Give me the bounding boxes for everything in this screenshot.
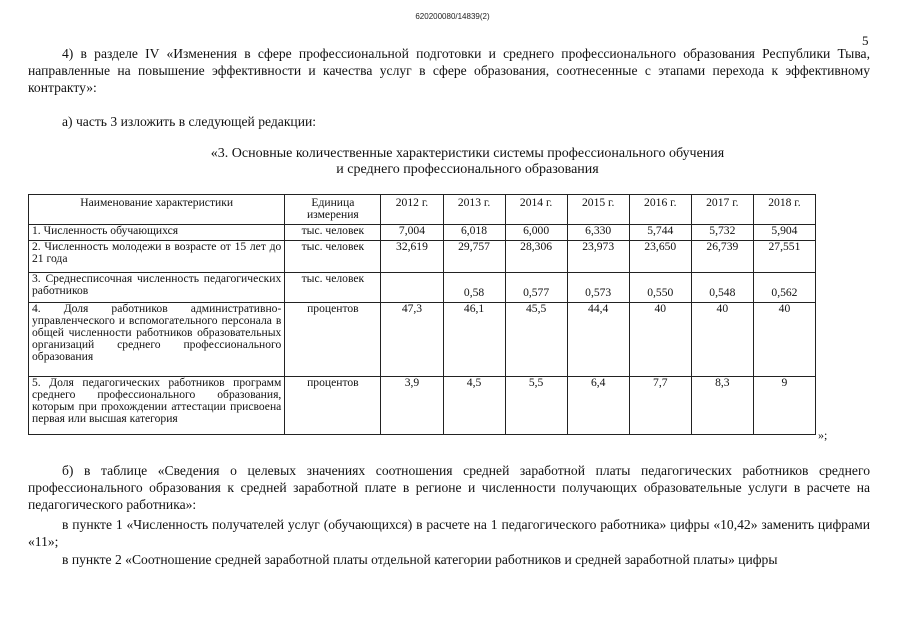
value-2017: 8,3 (691, 377, 753, 435)
value-2013: 0,58 (443, 273, 505, 303)
value-2018: 40 (753, 303, 815, 377)
row-unit: тыс. человек (285, 241, 381, 273)
row-unit: тыс. человек (285, 273, 381, 303)
header-2012: 2012 г. (381, 195, 443, 225)
value-2012: 7,004 (381, 225, 443, 241)
table-closing-mark: »; (818, 428, 828, 442)
value-2014: 5,5 (505, 377, 567, 435)
row-unit: тыс. человек (285, 225, 381, 241)
paragraph-point-2: в пункте 2 «Соотношение средней заработной платы отдельной категории работников и средней заработной платы» цифры (62, 552, 778, 567)
header-2018: 2018 г. (753, 195, 815, 225)
value-2014: 0,577 (505, 273, 567, 303)
value-2016: 40 (629, 303, 691, 377)
header-2016: 2016 г. (629, 195, 691, 225)
value-2013: 6,018 (443, 225, 505, 241)
header-2015: 2015 г. (567, 195, 629, 225)
table-title-line-2: и среднего профессионального образования (336, 162, 599, 177)
paragraph-section-iv: 4) в разделе IV «Изменения в сфере профессиональной подготовки и среднего профессионального образования Республики Тыва, направленные на повышение эффективности и качества услуг в сфере образования, соотнесенные с этапами перехода к эффективному контракту»: (28, 46, 870, 95)
row-name: 4. Доля работников административно-управленческого и вспомогательного персонала в общей численности работников образовательных организаций среднего профессионального образования (29, 303, 285, 377)
value-2012: 3,9 (381, 377, 443, 435)
value-2018: 0,562 (753, 273, 815, 303)
page-number: 5 (862, 33, 869, 48)
value-2012: 32,619 (381, 241, 443, 273)
value-2014: 28,306 (505, 241, 567, 273)
value-2015: 0,573 (567, 273, 629, 303)
value-2017: 40 (691, 303, 753, 377)
value-2015: 44,4 (567, 303, 629, 377)
value-2016: 7,7 (629, 377, 691, 435)
table-row (29, 241, 816, 273)
row-name: 3. Среднесписочная численность педагогических работников (29, 273, 285, 303)
value-2017: 5,732 (691, 225, 753, 241)
table-row (29, 225, 816, 241)
header-2017: 2017 г. (691, 195, 753, 225)
header-characteristic: Наименование характеристики (29, 195, 285, 225)
value-2013: 4,5 (443, 377, 505, 435)
characteristics-table (28, 194, 816, 435)
paragraph-table-b: б) в таблице «Сведения о целевых значениях соотношения средней заработной платы педагогических работников среднего профессионального образования к средней заработной плате в регионе и численности получающих образовательные услуги в расчете на педагогического работника»: (28, 463, 870, 512)
value-2017: 26,739 (691, 241, 753, 273)
value-2016: 23,650 (629, 241, 691, 273)
table-header-row (29, 195, 816, 225)
table-title-line-1: «3. Основные количественные характеристики системы профессионального обучения (210, 146, 725, 161)
row-name: 5. Доля педагогических работников программ среднего профессионального образования, которым при прохождении аттестации присвоена первая или высшая категория (29, 377, 285, 435)
value-2017: 0,548 (691, 273, 753, 303)
table-row (29, 273, 816, 303)
value-2012 (381, 273, 443, 303)
value-2012: 47,3 (381, 303, 443, 377)
value-2013: 46,1 (443, 303, 505, 377)
value-2014: 6,000 (505, 225, 567, 241)
header-unit: Единица измерения (285, 195, 381, 225)
document-code: 620200080/14839(2) (415, 12, 490, 21)
value-2015: 6,4 (567, 377, 629, 435)
value-2018: 27,551 (753, 241, 815, 273)
paragraph-point-1: в пункте 1 «Численность получателей услуг (обучающихся) в расчете на 1 педагогического работника» цифры «10,42» заменить цифрами «11»; (28, 517, 870, 549)
row-unit: процентов (285, 377, 381, 435)
row-name: 1. Численность обучающихся (29, 225, 285, 241)
header-2013: 2013 г. (443, 195, 505, 225)
value-2016: 0,550 (629, 273, 691, 303)
value-2014: 45,5 (505, 303, 567, 377)
value-2015: 6,330 (567, 225, 629, 241)
table-row (29, 377, 816, 435)
table-row (29, 303, 816, 377)
value-2015: 23,973 (567, 241, 629, 273)
table-title (0, 146, 905, 178)
paragraph-part-3: а) часть 3 изложить в следующей редакции: (62, 114, 317, 129)
header-2014: 2014 г. (505, 195, 567, 225)
row-name: 2. Численность молодежи в возрасте от 15 лет до 21 года (29, 241, 285, 273)
value-2018: 9 (753, 377, 815, 435)
row-unit: процентов (285, 303, 381, 377)
value-2016: 5,744 (629, 225, 691, 241)
value-2013: 29,757 (443, 241, 505, 273)
value-2018: 5,904 (753, 225, 815, 241)
